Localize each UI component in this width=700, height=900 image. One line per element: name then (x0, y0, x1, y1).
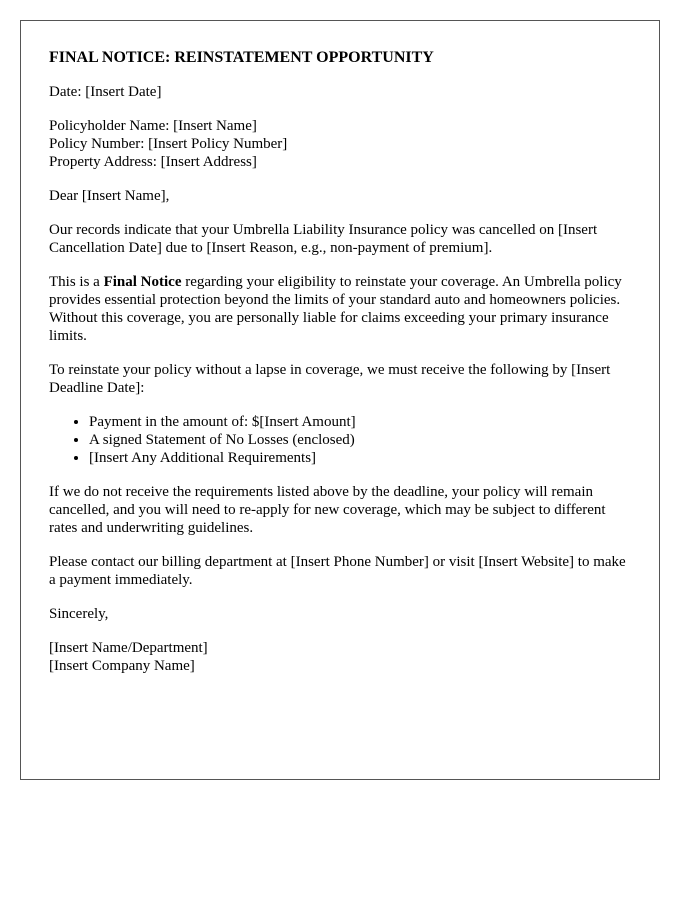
final-notice-emphasis: Final Notice (103, 274, 182, 290)
paragraph-final-notice (49, 273, 631, 345)
list-item: • [Insert Any Additional Requirements] (89, 449, 631, 467)
signature-company: [Insert Company Name] (49, 658, 195, 674)
policy-details (49, 117, 631, 171)
final-notice-text-before: This is a (49, 274, 104, 290)
property-address-line: Property Address: [Insert Address] (49, 154, 257, 170)
signature-block (49, 639, 631, 675)
paragraph-contact: Please contact our billing department at [Insert Phone Number] or visit [Insert Website] to make a payment immediately. (49, 554, 626, 588)
policyholder-name-line: Policyholder Name: [Insert Name] (49, 118, 257, 134)
paragraph-reinstate: To reinstate your policy without a lapse in coverage, we must receive the following by [Insert Deadline Date]: (49, 362, 611, 396)
list-item: • A signed Statement of No Losses (enclosed) (89, 431, 631, 449)
salutation: Dear [Insert Name], (49, 188, 170, 204)
list-item: • Payment in the amount of: $[Insert Amount] (89, 413, 631, 431)
paragraph-deadline: If we do not receive the requirements listed above by the deadline, your policy will remain cancelled, and you will need to re-apply for new coverage, which may be subject to different rates and underwriting guidelines. (49, 484, 606, 536)
policy-number-line: Policy Number: [Insert Policy Number] (49, 136, 288, 152)
final-notice-text-after: regarding your eligibility to reinstate your coverage. An Umbrella policy provides essential protection beyond the limits of your standard auto and homeowners policies. Without this coverage, you are personally liable for claims exceeding your primary insurance limits. (49, 274, 622, 344)
paragraph-records: Our records indicate that your Umbrella Liability Insurance policy was cancelled on [Insert Cancellation Date] due to [Insert Reason, e.g., non-payment of premium]. (49, 222, 598, 256)
requirements-list (49, 413, 631, 467)
letter-frame (20, 20, 660, 780)
closing: Sincerely, (49, 606, 109, 622)
date-line: Date: [Insert Date] (49, 84, 162, 100)
signature-department: [Insert Name/Department] (49, 640, 208, 656)
letter-title: FINAL NOTICE: REINSTATEMENT OPPORTUNITY (49, 49, 434, 66)
